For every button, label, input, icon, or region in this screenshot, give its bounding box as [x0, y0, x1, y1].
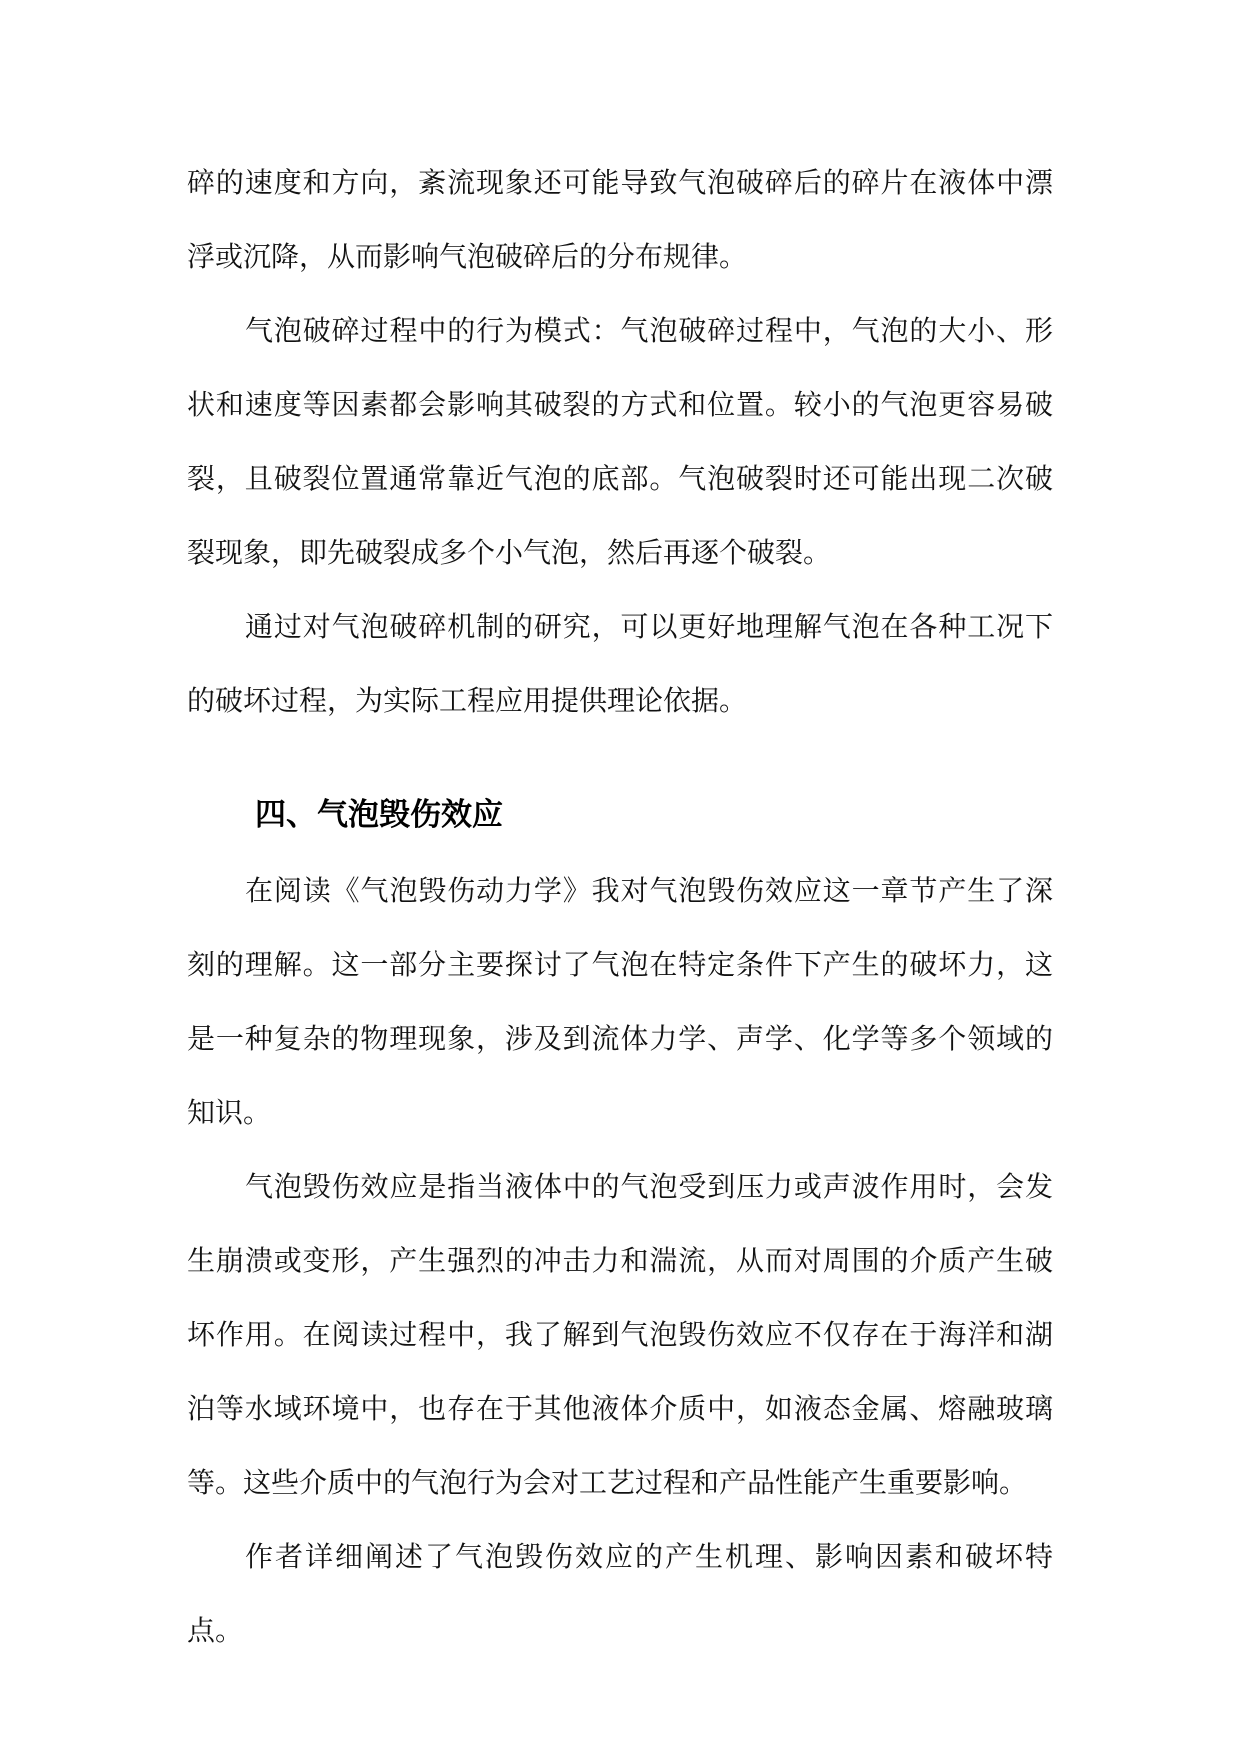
- paragraph-breakup-mechanism-summary: 通过对气泡破碎机制的研究，可以更好地理解气泡在各种工况下的破坏过程，为实际工程应用提供理论依据。: [187, 610, 1053, 717]
- paragraph-reading-reflection: 在阅读《气泡毁伤动力学》我对气泡毁伤效应这一章节产生了深刻的理解。这一部分主要探讨了气泡在特定条件下产生的破坏力，这是一种复杂的物理现象，涉及到流体力学、声学、化学等多个领域的知识。: [187, 874, 1053, 1129]
- document-body: [187, 146, 1053, 1668]
- paragraph-continuation: 碎的速度和方向，紊流现象还可能导致气泡破碎后的碎片在液体中漂浮或沉降，从而影响气泡破碎后的分布规律。: [187, 166, 1053, 273]
- paragraph-author-elaboration: 作者详细阐述了气泡毁伤效应的产生机理、影响因素和破坏特点。: [187, 1540, 1053, 1647]
- paragraph-bubble-breakup-behavior: 气泡破碎过程中的行为模式：气泡破碎过程中，气泡的大小、形状和速度等因素都会影响其破裂的方式和位置。较小的气泡更容易破裂，且破裂位置通常靠近气泡的底部。气泡破裂时还可能出现二次破裂现象，即先破裂成多个小气泡，然后再逐个破裂。: [187, 314, 1053, 569]
- paragraph-damage-effect-definition: 气泡毁伤效应是指当液体中的气泡受到压力或声波作用时，会发生崩溃或变形，产生强烈的冲击力和湍流，从而对周围的介质产生破坏作用。在阅读过程中，我了解到气泡毁伤效应不仅存在于海洋和湖泊等水域环境中，也存在于其他液体介质中，如液态金属、熔融玻璃等。这些介质中的气泡行为会对工艺过程和产品性能产生重要影响。: [187, 1170, 1053, 1499]
- section-heading: 四、气泡毁伤效应: [255, 797, 503, 833]
